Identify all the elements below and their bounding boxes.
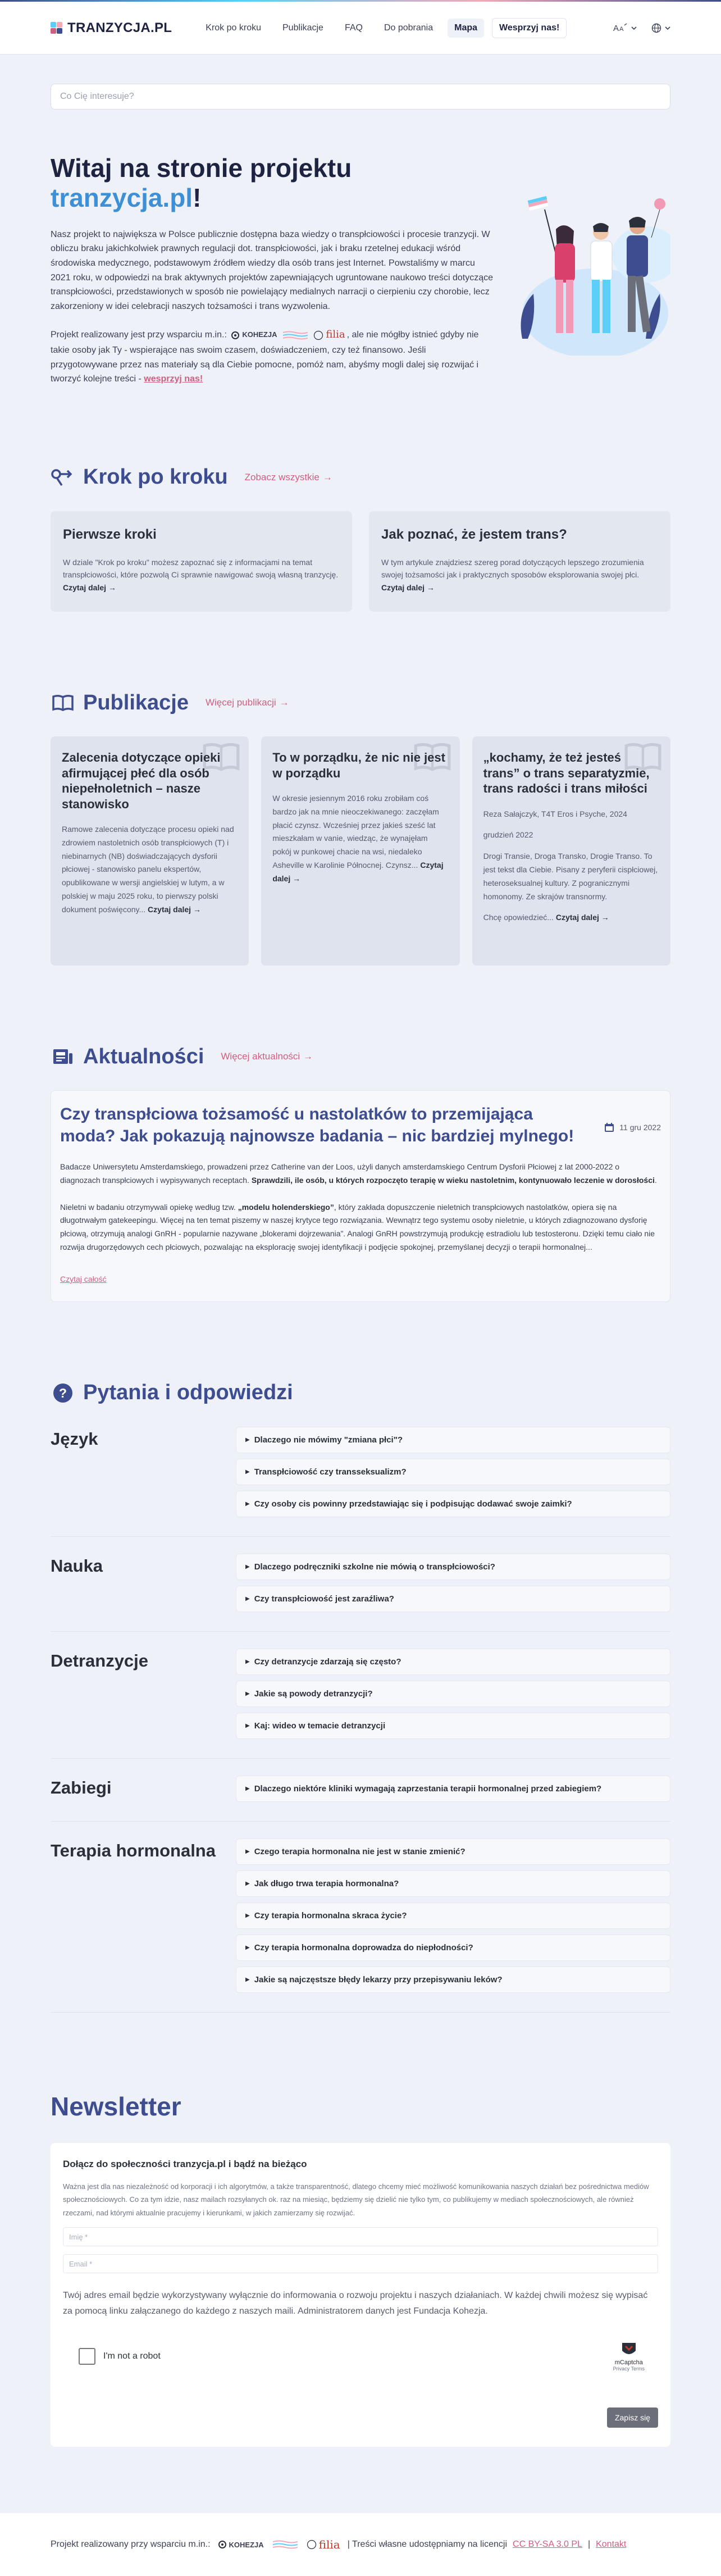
faq-question[interactable]: ▶ Kaj: wideo w temacie detranzycji xyxy=(236,1713,670,1739)
news-date: 11 gru 2022 xyxy=(604,1108,661,1147)
accessibility-toggle[interactable] xyxy=(613,23,637,33)
newspaper-icon xyxy=(51,1044,75,1069)
triangle-right-icon: ▶ xyxy=(245,1944,250,1951)
arrow-right-icon: → xyxy=(426,582,435,592)
krok-card-text: W tym artykule znajdziesz szereg porad dotyczących lepszego zrozumienia swojej tożsamości jak i praktycznych sposobów eksplorowania swojej płci. Czytaj dalej → xyxy=(381,557,644,592)
nav-item-0[interactable]: Krok po kroku xyxy=(206,22,261,33)
footer-support-text: Projekt realizowany przy wsparciu m.in.: xyxy=(51,2539,211,2550)
svg-text:?: ? xyxy=(58,1385,67,1400)
calendar-icon xyxy=(604,1122,615,1133)
publication-excerpt: W okresie jesiennym 2016 roku zrobiłam coś bardzo jak na mnie nieoczekiwanego: zaczęłam płacić czynsz. Wcześniej przez jakieś sześć lat mieszkałam w vanie, wiedząc, że wynajęłam pokój w punkowej chacie na wsi, niedaleko Asheville w Karolinie Północnej. Czynsz... Czytaj dalej → xyxy=(272,794,444,883)
faq-question[interactable]: ▶ Czy terapia hormonalna skraca życie? xyxy=(236,1903,670,1929)
faq-category: Detranzycje xyxy=(51,1650,149,1671)
nav-item-5[interactable]: Wesprzyj nas! xyxy=(492,18,567,38)
triangle-right-icon: ▶ xyxy=(245,1468,250,1475)
footer-partner-filia[interactable]: filia xyxy=(307,2538,340,2551)
arrow-right-icon: → xyxy=(193,904,201,914)
brand-name: TRANZYCJA.PL xyxy=(67,20,172,35)
logo-icon xyxy=(51,22,63,34)
triangle-right-icon: ▶ xyxy=(245,1848,250,1855)
faq-question[interactable]: ▶ Dlaczego niektóre kliniki wymagają zaprzestania terapii hormonalnej przed zabiegiem? xyxy=(236,1776,670,1802)
nav-item-2[interactable]: FAQ xyxy=(344,22,363,33)
captcha-checkbox[interactable] xyxy=(79,2348,95,2365)
filia-badge-icon xyxy=(307,2539,317,2550)
publication-excerpt-cont: Chcę opowiedzieć... Czytaj dalej → xyxy=(483,913,609,922)
publication-excerpt: Drogi Transie, Droga Transko, Drogie Transo. To jest tekst dla Ciebie. Pisany z peryferii cispłciowej, heteroseksualnej kultury. Z pogranicznymi homonomy. Ze skrajów transnormy. xyxy=(483,852,658,901)
filia-badge-icon xyxy=(313,330,323,340)
faq-question[interactable]: ▶ Czy detranzycje zdarzają się często? xyxy=(236,1649,670,1675)
triangle-right-icon: ▶ xyxy=(245,1785,250,1792)
site-header xyxy=(0,2,721,54)
aktualnosci-more-link[interactable]: Więcej aktualności → xyxy=(221,1051,313,1062)
news-paragraph-1: Badacze Uniwersytetu Amsterdamskiego, prowadzeni przez Catherine van der Loos, użyli danych amsterdamskiego Centrum Dysforii Płciowej z lat 2000-2022 o diagnozach transpłciowych i wypisywanych receptach. Sprawdzili, ile osób, u których rozpoczęto terapię w wieku nastoletnim, kontynuowało leczenie w dorosłości. xyxy=(60,1162,657,1185)
main-content xyxy=(0,54,721,2447)
site-footer xyxy=(0,2513,721,2576)
triangle-right-icon: ▶ xyxy=(245,1500,250,1507)
language-switcher[interactable] xyxy=(651,23,670,33)
arrow-right-icon: → xyxy=(322,471,332,483)
captcha-label: I'm not a robot xyxy=(103,2351,161,2361)
nav-item-1[interactable]: Publikacje xyxy=(282,22,323,33)
krok-title: Krok po kroku xyxy=(83,465,228,489)
faq-title: Pytania i odpowiedzi xyxy=(83,1381,293,1405)
captcha-widget xyxy=(63,2341,658,2372)
newsletter-description: Ważna jest dla nas niezależność od korporacji i ich algorytmów, a także transparentność, dlatego chcemy mieć możliwość komunikowania naszych działań bez pośrednictwa mediów społecznościowych. Co za tym idzie, nasz mailach rozsyłanych ok. raz na miesiąc, będziemy się dzielić nie tylko tym, co publikujemy w mediach społecznościowych, ale również rzeczami, nad którymi aktualnie pracujemy i kierunkami, w jakich zamierzamy się rozwijać. xyxy=(63,2182,649,2217)
faq-group xyxy=(51,1537,670,1632)
search-input[interactable] xyxy=(51,84,670,110)
publikacje-title: Publikacje xyxy=(83,690,189,714)
triangle-right-icon: ▶ xyxy=(245,1722,250,1729)
footer-partner-kohezja[interactable]: KOHEZJA xyxy=(218,2540,264,2549)
newsletter-heading: Dołącz do społeczności tranzycja.pl i bądź na bieżąco xyxy=(63,2158,307,2169)
svg-text:A: A xyxy=(613,23,619,33)
faq-section xyxy=(51,1381,670,2013)
triangle-right-icon: ▶ xyxy=(245,1912,250,1919)
hero-description: Nasz projekt to największa w Polsce publicznie dostępna baza wiedzy o transpłciowości i procesie tranzycji. W obliczu braku jakichkolwiek prawnych regulacji dot. transpłciowości, jak i braku rzetelnej edukacji wśród środowiska medycznego, podstawowym źródłem wiedzy dla osób trans jest Internet. Powstaliśmy w marcu 2021 roku, w odpowiedzi na brak aktywnych projektów zapewniających ugruntowane naukowo treści dotyczące transpłciowości, przedstawionych w sposób nie powielający medialnych narracji o cierpieniu czy chorobie, lecz zakorzeniony w idei celebracji naszych tożsamości i trans wyzwolenia. xyxy=(51,229,493,311)
trans-people-illustration xyxy=(511,187,670,356)
publication-title[interactable]: To w porządku, że nic nie jest w porządku xyxy=(272,750,445,780)
newsletter-privacy-info: Twój adres email będzie wykorzystywany wyłącznie do informowania o rozwoju projektu i naszych działaniach. W każdej chwili możesz się wypisać za pomocą linku załączanego do każdego z naszych maili. Administratorem danych jest Fundacja Kohezja. xyxy=(63,2291,648,2316)
mcaptcha-logo-icon xyxy=(621,2341,637,2357)
main-nav xyxy=(199,18,567,38)
read-more-link[interactable]: Czytaj dalej → xyxy=(148,904,201,914)
open-book-icon xyxy=(51,690,75,715)
news-read-full-link[interactable]: Czytaj całość xyxy=(60,1274,107,1284)
krok-card-text: W dziale "Krok po kroku" możesz zapoznać się z informacjami na temat transpłciowości, które pozwolą Ci sprawnie nawigować swoją własną tranzycję. Czytaj dalej → xyxy=(63,557,339,592)
publikacje-section xyxy=(51,690,670,966)
hero xyxy=(51,153,670,386)
footer-license-text: | Treści własne udostępniamy na licencji xyxy=(347,2539,508,2550)
krok-section xyxy=(51,465,670,612)
faq-question[interactable]: ▶ Czy transpłciowość jest zaraźliwa? xyxy=(236,1586,670,1612)
globe-icon xyxy=(651,23,661,33)
publication-meta: Reza Sałajczyk, T4T Eros i Psyche, 2024 xyxy=(483,809,627,818)
faq-question[interactable]: ▶ Dlaczego nie mówimy "zmiana płci"? xyxy=(236,1427,670,1453)
publication-date: grudzień 2022 xyxy=(483,830,533,840)
aktualnosci-section xyxy=(51,1044,670,1302)
page-title: Witaj na stronie projektu tranzycja.pl! xyxy=(51,153,352,212)
captcha-terms-link[interactable]: Privacy Terms xyxy=(613,2366,645,2372)
faq-question[interactable]: ▶ Jak długo trwa terapia hormonalna? xyxy=(236,1870,670,1897)
aktualnosci-title: Aktualności xyxy=(83,1044,204,1068)
triangle-right-icon: ▶ xyxy=(245,1563,250,1570)
triangle-right-icon: ▶ xyxy=(245,1595,250,1602)
nav-item-3[interactable]: Do pobrania xyxy=(384,22,433,33)
publikacje-more-link[interactable]: Więcej publikacji → xyxy=(205,697,289,708)
news-article xyxy=(51,1090,670,1302)
read-more-link[interactable]: Czytaj dalej → xyxy=(381,582,435,592)
kohezja-icon xyxy=(218,2540,227,2549)
font-size-icon xyxy=(613,23,628,33)
arrow-right-icon: → xyxy=(108,582,116,592)
kohezja-icon xyxy=(231,331,240,340)
news-paragraph-2: Nieletni w badaniu otrzymywali opiekę według tzw. „modelu holenderskiego”, który zakłada dopuszczenie nieletnich transpłciowych nastolatków, opiera się na długotrwałym gatekeepingu. Więcej na ten temat piszemy w naszej krytyce tego rozwiązania. Wewnątrz tego systemu osoby nieletnie, u których zdiagnozowano dysforię płciową, otrzymują analogi GnRH - popularnie nazywane „blokerami dojrzewania”. Analogi GnRH powstrzymują produkcję estradiolu lub testosteronu. Dzięki temu ciało nie rozwija drugorzędowych cech płciowych, pozwalając na eksplorację swojej identyfikacji i podjęcie spokojnej, przemyślanej decyzji o terapii hormonalnej... xyxy=(60,1202,655,1252)
faq-category: Terapia hormonalna xyxy=(51,1840,216,1860)
subscribe-button[interactable]: Zapisz się xyxy=(607,2407,658,2428)
faq-question[interactable]: ▶ Czego terapia hormonalna nie jest w stanie zmienić? xyxy=(236,1838,670,1865)
read-more-link[interactable]: Czytaj dalej → xyxy=(63,582,116,592)
krok-see-all-link[interactable]: Zobacz wszystkie → xyxy=(244,471,332,483)
question-circle-icon xyxy=(51,1381,75,1405)
partner-kohezja-logo[interactable]: KOHEZJA xyxy=(231,329,277,341)
triangle-right-icon: ▶ xyxy=(245,1690,250,1697)
flag-stripes-icon xyxy=(283,331,308,340)
newsletter-form xyxy=(51,2143,670,2447)
footer-separator: | xyxy=(587,2539,591,2550)
newsletter-section xyxy=(51,2091,670,2447)
license-link[interactable]: CC BY-SA 3.0 PL xyxy=(513,2539,582,2550)
captcha-brand: mCaptcha Privacy Terms xyxy=(613,2341,645,2372)
arrow-right-icon: → xyxy=(601,913,609,922)
arrow-right-icon: → xyxy=(303,1051,313,1062)
faq-category: Język xyxy=(51,1428,98,1449)
publication-card[interactable] xyxy=(261,736,459,966)
name-field[interactable] xyxy=(63,2227,658,2246)
faq-question[interactable]: ▶ Czy osoby cis powinny przedstawiając się i podpisując dodawać swoje zaimki? xyxy=(236,1491,670,1517)
support-link[interactable]: wesprzyj nas! xyxy=(144,374,203,384)
flag-stripes-icon xyxy=(273,2540,298,2549)
hero-illustration xyxy=(511,187,670,378)
faq-question[interactable]: ▶ Czy terapia hormonalna doprowadza do niepłodności? xyxy=(236,1935,670,1961)
publication-title[interactable]: Zalecenia dotyczące opieki afirmującej płeć dla osób niepełnoletnich – nasze stanowisko xyxy=(62,750,221,811)
triangle-right-icon: ▶ xyxy=(245,1976,250,1983)
krok-card[interactable] xyxy=(369,511,670,612)
faq-question[interactable]: ▶ Transpłciowość czy transseksualizm? xyxy=(236,1459,670,1485)
triangle-right-icon: ▶ xyxy=(245,1658,250,1665)
read-more-link[interactable]: Czytaj dalej → xyxy=(555,913,609,922)
krok-card[interactable] xyxy=(51,511,352,612)
faq-group xyxy=(51,1427,670,1537)
faq-group xyxy=(51,1632,670,1759)
hero-support-text: Projekt realizowany jest przy wsparciu m.in.: KOHEZJA filia , ale nie mógłby istnieć gdyby nie takie osoby jak Ty - wspierające nas swoim czasem, doświadczeniem, czy też finansowo. Jeśli przygotowywane przez nas materiały są dla Ciebie pomocne, pomóż nam, abyśmy mogli dalej się rozwijać i tworzyć kolejne treści - wesprzyj nas! xyxy=(51,327,494,386)
faq-group xyxy=(51,1759,670,1822)
partner-flags-logo xyxy=(283,331,308,340)
partner-filia-logo[interactable]: filia xyxy=(313,327,345,343)
publication-excerpt: Ramowe zalecenia dotyczące procesu opieki nad zdrowiem nastoletnich osób transpłciowych (T) i niebinarnych (NB) doświadczających dysforii płciowej - stanowisko panelu ekspertów, opublikowane w wersji angielskiej w lutym, a w polskiej w maju 2025 roku, to pierwszy polski dokument poświęcony... Czytaj dalej → xyxy=(62,825,234,914)
faq-group xyxy=(51,1822,670,2013)
arrow-right-icon: → xyxy=(279,697,289,708)
faq-category: Zabiegi xyxy=(51,1777,112,1797)
triangle-right-icon: ▶ xyxy=(245,1436,250,1443)
newsletter-title: Newsletter xyxy=(51,2091,181,2121)
news-title[interactable]: Czy transpłciowa tożsamość u nastolatków to przemijająca moda? Jak pokazują najnowsze badania – nic bardziej mylnego! xyxy=(60,1105,574,1146)
chevron-down-icon xyxy=(631,26,637,30)
site-logo[interactable] xyxy=(51,20,172,36)
email-field[interactable] xyxy=(63,2254,658,2273)
chevron-down-icon xyxy=(665,26,670,30)
faq-question[interactable]: ▶ Jakie są powody detranzycji? xyxy=(236,1681,670,1707)
publication-card[interactable] xyxy=(472,736,670,966)
nav-item-4[interactable]: Mapa xyxy=(448,19,484,38)
publication-card[interactable] xyxy=(51,736,249,966)
faq-question[interactable]: ▶ Dlaczego podręczniki szkolne nie mówią o transpłciowości? xyxy=(236,1554,670,1580)
krok-card-title[interactable]: Jak poznać, że jestem trans? xyxy=(381,526,567,542)
faq-question[interactable]: ▶ Jakie są najczęstsze błędy lekarzy przy przepisywaniu leków? xyxy=(236,1967,670,1993)
footer-partner-flags xyxy=(273,2540,298,2549)
contact-link[interactable]: Kontakt xyxy=(596,2539,627,2550)
triangle-right-icon: ▶ xyxy=(245,1880,250,1887)
publication-title[interactable]: „kochamy, że też jesteś trans” o trans separatyzmie, trans radości i trans miłości xyxy=(483,750,650,796)
faq-category: Nauka xyxy=(51,1555,103,1576)
read-more-link[interactable]: Czytaj dalej → xyxy=(272,861,444,883)
route-icon xyxy=(51,465,75,490)
arrow-right-icon: → xyxy=(293,873,301,883)
svg-text:A: A xyxy=(619,25,624,33)
krok-card-title[interactable]: Pierwsze kroki xyxy=(63,526,157,542)
